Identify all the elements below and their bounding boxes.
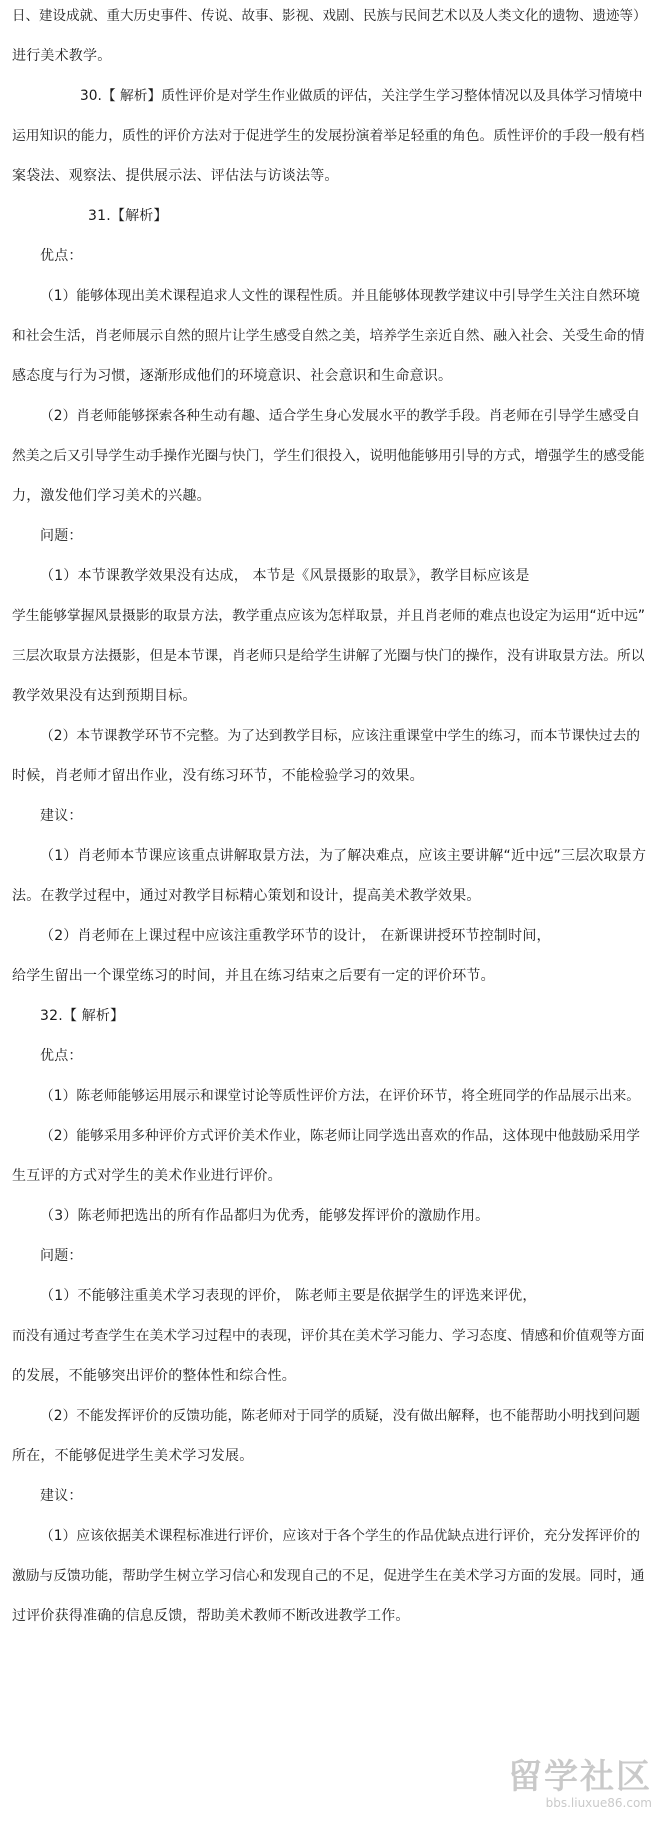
text-line: 给学生留出一个课堂练习的时间，并且在练习结束之后要有一定的评价环节。 (12, 968, 495, 984)
text-line: （2）能够采用多种评价方式评价美术作业，陈老师让同学选出喜欢的作品，这体现中他鼓励采用学 (40, 1128, 641, 1144)
watermark-url: bbs.liuxue86.com (545, 1796, 652, 1810)
text-line: （1）应该依据美术课程标准进行评价，应该对于各个学生的作品优缺点进行评价，充分发挥评价的 (40, 1528, 641, 1544)
text-line: 而没有通过考查学生在美术学习过程中的表现，评价其在美术学习能力、学习态度、情感和价值观等方面 (12, 1328, 645, 1344)
text-line: （1）能够体现出美术课程追求人文性的课程性质。并且能够体现教学建议中引导学生关注自然环境 (40, 288, 641, 304)
section-label: 优点： (40, 248, 83, 264)
text-line: 过评价获得准确的信息反馈，帮助美术教师不断改进教学工作。 (12, 1608, 410, 1624)
section-label: 建议： (40, 808, 83, 824)
question-heading: 32.【 解析】 (40, 1008, 125, 1024)
section-label: 问题： (40, 1248, 83, 1264)
text-line: 生互评的方式对学生的美术作业进行评价。 (12, 1168, 282, 1184)
text-line: （1）肖老师本节课应该重点讲解取景方法，为了解决难点，应该主要讲解“近中远”三层次取景方 (40, 848, 647, 864)
text-line: 力，激发他们学习美术的兴趣。 (12, 488, 211, 504)
text-line: （2）肖老师能够探索各种生动有趣、适合学生身心发展水平的教学手段。肖老师在引导学生感受自 (40, 408, 641, 424)
watermark-logo: 留学社区 (508, 1757, 652, 1797)
watermark (508, 1758, 652, 1810)
text-line: 然美之后又引导学生动手操作光圈与快门，学生们很投入，说明他能够用引导的方式，增强学生的感受能 (12, 448, 645, 464)
section-label: 建议： (40, 1488, 83, 1504)
text-line: （2）不能发挥评价的反馈功能，陈老师对于同学的质疑，没有做出解释，也不能帮助小明找到问题 (40, 1408, 641, 1424)
text-line: （2）本节课教学环节不完整。为了达到教学目标，应该注重课堂中学生的练习，而本节课快过去的 (40, 728, 641, 744)
text-line: 教学效果没有达到预期目标。 (12, 688, 197, 704)
text-line: 所在，不能够促进学生美术学习发展。 (12, 1448, 254, 1464)
text-line: 的发展，不能够突出评价的整体性和综合性。 (12, 1368, 296, 1384)
text-line: 进行美术教学。 (12, 48, 112, 64)
text-line: 激励与反馈功能，帮助学生树立学习信心和发现自己的不足，促进学生在美术学习方面的发展。同时，通 (12, 1568, 645, 1584)
text-line: 学生能够掌握风景摄影的取景方法，教学重点应该为怎样取景，并且肖老师的难点也设定为运用“近中远” (12, 608, 646, 624)
text-line: （3）陈老师把选出的所有作品都归为优秀，能够发挥评价的激励作用。 (40, 1208, 490, 1224)
text-line: 日、建设成就、重大历史事件、传说、故事、影视、戏剧、民族与民间艺术以及人类文化的遗物、遗迹等） (12, 8, 647, 24)
text-line: 时候，肖老师才留出作业，没有练习环节，不能检验学习的效果。 (12, 768, 424, 784)
text-line: （1）不能够注重美术学习表现的评价， 陈老师主要是依据学生的评选来评优， (40, 1288, 537, 1304)
text-line: 三层次取景方法摄影，但是本节课，肖老师只是给学生讲解了光圈与快门的操作，没有讲取景方法。所以 (12, 648, 645, 664)
question-heading: 31.【解析】 (88, 208, 168, 224)
text-line: 法。在教学过程中，通过对教学目标精心策划和设计，提高美术教学效果。 (12, 888, 481, 904)
text-line: 感态度与行为习惯，逐渐形成他们的环境意识、社会意识和生命意识。 (12, 368, 453, 384)
text-line: 30.【 解析】质性评价是对学生作业做质的评估，关注学生学习整体情况以及具体学习情境中 (80, 88, 643, 104)
section-label: 优点： (40, 1048, 83, 1064)
text-line: （1）陈老师能够运用展示和课堂讨论等质性评价方法，在评价环节，将全班同学的作品展示出来。 (40, 1088, 641, 1104)
text-line: （1）本节课教学效果没有达成， 本节是《风景摄影的取景》，教学目标应该是 (40, 568, 530, 584)
text-line: （2）肖老师在上课过程中应该注重教学环节的设计， 在新课讲授环节控制时间， (40, 928, 551, 944)
text-line: 和社会生活，肖老师展示自然的照片让学生感受自然之美，培养学生亲近自然、融入社会、关受生命的情 (12, 328, 645, 344)
text-line: 运用知识的能力，质性的评价方法对于促进学生的发展扮演着举足轻重的角色。质性评价的手段一般有档 (12, 128, 645, 144)
text-line: 案袋法、观察法、提供展示法、评估法与访谈法等。 (12, 168, 339, 184)
section-label: 问题： (40, 528, 83, 544)
